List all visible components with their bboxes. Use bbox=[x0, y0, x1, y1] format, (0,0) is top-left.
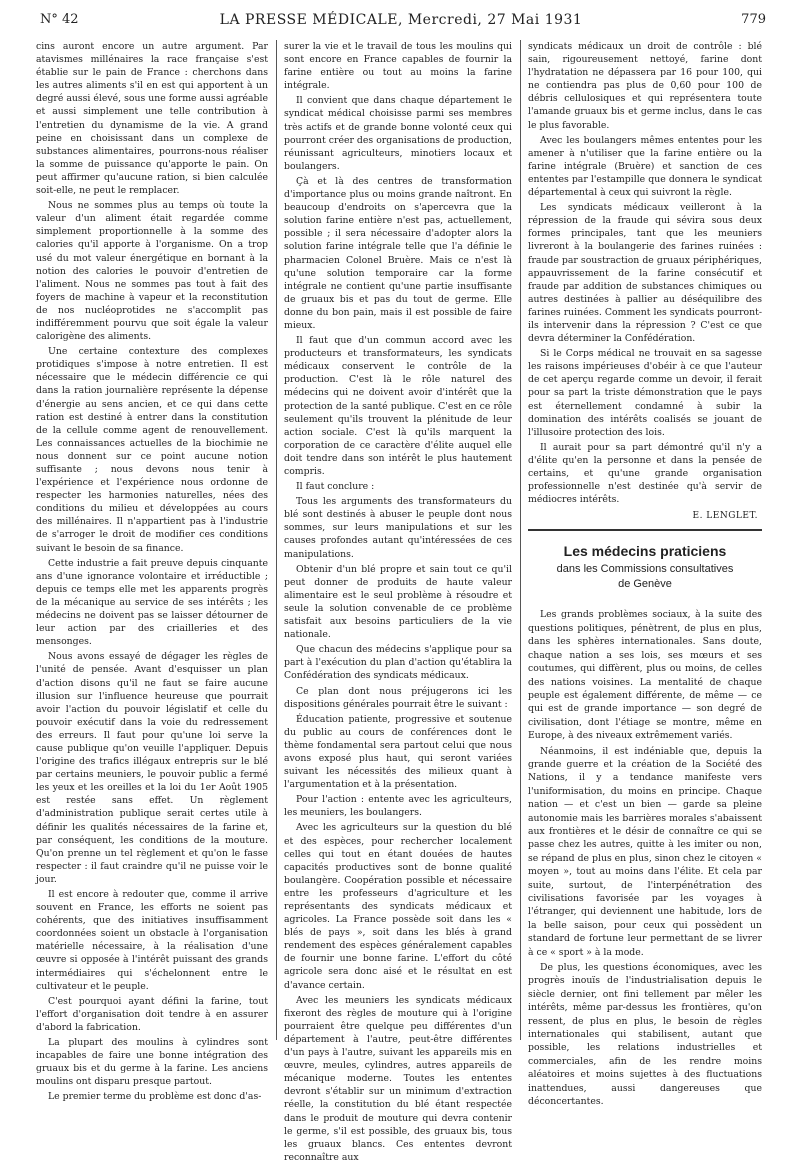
page-header bbox=[36, 12, 766, 34]
paragraph: Obtenir d'un blé propre et sain tout ce qu'il peut donner de produits de haute valeur alimentaire est le seul problème à résoudre et seule la solution convenable de ce problème satisfait aux besoins particuliers de la vie nationale. bbox=[284, 563, 512, 641]
paragraph: Il convient que dans chaque département le syndicat médical choisisse parmi ses membres très actifs et de grande bonne volonté ceux qui pourront créer des organisations de production, réunissant agriculteurs, minotiers locaux et boulangers. bbox=[284, 95, 512, 172]
author-signature: E. LENGLET. bbox=[692, 511, 758, 522]
paragraph: cins auront encore un autre argument. Par atavismes millénaires la race française s'est établie sur le pain de France : cherchons dans les autres aliments s'il en est qui apportent à un degré aussi élevé, sous une forme aussi agréable et aussi simplement une telle contribution à l'entretien du dynamisme de la vie. A grand peine en choisissant dans un complexe de substances alimentaires, pourrons-nous réaliser la somme de puissance qu'apporte le pain. On peut affirmer qu'aucune ration, si bien calculée soit-elle, ne peut le remplacer. bbox=[36, 41, 268, 197]
article-body bbox=[528, 608, 762, 1108]
column-divider bbox=[276, 40, 277, 1040]
paragraph: Le premier terme du problème est donc d'as- bbox=[48, 1091, 262, 1103]
paragraph: Il faut conclure : bbox=[296, 481, 375, 493]
paragraph: syndicats médicaux un droit de contrôle : blé sain, rigoureusement nettoyé, farine dont l'hydratation ne dépassera par 16 pour 100, qui ne contiendra pas plus de 0,60 pour 100 de débris cellulosiques et qui représentera toute l'amande gruaux bis et germe inclus, dans le cas le plus favorable. bbox=[528, 41, 762, 131]
paragraph: Çà et là des centres de transformation d'importance plus ou moins grande naîtront. En beaucoup d'endroits on s'apercevra que la solution farine entière n'est pas, actuellement, possible ; il sera nécessaire d'adopter alors la solution farine intégrale telle que l'a définie le pharmacien Colonel Bruère. Mais ce n'est là qu'une solution temporaire car la forme intégrale ne contient qu'une partie insuffisante de gruaux bis et pas du tout de germe. Elle donne du bon pain, mais il est possible de faire mieux. bbox=[284, 175, 512, 331]
paragraph: Avec les boulangers mêmes ententes pour les amener à n'utiliser que la farine entière ou la farine intégrale (Bruère) et sanction de ces ententes par l'estampille que donnera le syndicat départemental à ceux qui suivront la règle. bbox=[528, 134, 762, 199]
paragraph: Que chacun des médecins s'applique pour sa part à l'exécution du plan d'action qu'établira la Confédération des syndicats médicaux. bbox=[284, 644, 512, 682]
paragraph: Éducation patiente, progressive et soutenue du public au cours de conférences dont le thème fondamental sera partout celui que nous avons exposé plus haut, qui seront variées suivant les nécessités des milieux quant à l'argumentation et à la présentation. bbox=[284, 713, 512, 791]
paragraph: Nous ne sommes plus au temps où toute la valeur d'un aliment était regardée comme simplement proportionnelle à la somme des calories qu'il apporte à l'organisme. On a trop usé du mot valeur énergétique en bornant à la notion des calories le pouvoir d'entretien de l'aliment. Nous ne sommes pas tout à fait des foyers de machine à vapeur et la reconstitution de nos nucléoprotides ne s'accomplit pas indifféremment pourvu que soit égale la valeur calorigène des aliments. bbox=[36, 200, 268, 343]
page-number: 779 bbox=[741, 12, 766, 27]
paragraph: Il aurait pour sa part démontré qu'il n'y a d'élite qu'en la personne et dans la pensée de certains, et qu'une grande organisation professionnelle n'est destinée qu'à servir de médiocres intérêts. bbox=[528, 441, 762, 506]
paragraph: Les grands problèmes sociaux, à la suite des questions politiques, pénètrent, de plus en plus, dans les sphères internationales. Sans doute, chaque nation a ses lois, ses mœurs et ses coutumes, qui diffèrent, plus ou moins, de celles des nations voisines. La mentalité de chaque peuple est également différente, de même — ce qui est de grande importance — son degré de civilisation, dont l'étiage se montre, même en Europe, à des niveaux extrêmement variés. bbox=[528, 609, 762, 742]
paragraph: Néanmoins, il est indéniable que, depuis la grande guerre et la création de la Société des Nations, il y a tendance manifeste vers l'uniformisation, du moins en principe. Chaque nation — et c'est un bien — garde sa pleine autonomie mais les barrières morales s'abaissent aux frontières et le désir de connaître ce qui se passe chez les autres, quitte à les imiter ou non, se répand de plus en plus, sinon chez le citoyen « moyen », tout au moins dans l'élite. Et cela par suite, surtout, de l'interpénétration des civilisations favorisée par les voyages à l'étranger, qui deviennent une habitude, lors de la belle saison, pour ceux qui possèdent un standard de fortune leur permettant de se livrer à ce « sport » à la mode. bbox=[528, 745, 762, 958]
column-3 bbox=[528, 40, 762, 1111]
paragraph: Si le Corps médical ne trouvait en sa sagesse les raisons impérieuses d'obéir à ce que l'auteur de cet aperçu regarde comme un devoir, il ferait pour sa part la triste démonstration que le pays est éternellement condamné à subir la domination des intérêts coalisés se jouant de l'illusoire protection des lois. bbox=[528, 348, 762, 438]
section-divider bbox=[528, 529, 762, 531]
journal-title: LA PRESSE MÉDICALE, Mercredi, 27 Mai 1931 bbox=[219, 12, 583, 28]
column-1 bbox=[36, 40, 268, 1106]
paragraph: Il est encore à redouter que, comme il arrive souvent en France, les efforts ne soient pas cohérents, que des initiatives insuffisamment coordonnées soient un obstacle à l'organisation matérielle nécessaire, à la réalisation d'une œuvre si opposée à l'intérêt puissant des grands intermédiaires qui s'échelonnent entre le cultivateur et le peuple. bbox=[36, 889, 268, 992]
paragraph: La plupart des moulins à cylindres sont incapables de faire une bonne intégration des gruaux bis et du germe à la farine. Les anciens moulins ont disparu presque partout. bbox=[36, 1037, 268, 1088]
paragraph: De plus, les questions économiques, avec les progrès inouïs de l'industrialisation depuis le siècle dernier, ont fini tellement par mêler les intérêts, même par-dessus les frontières, qu'on ressent, de plus en plus, le besoin de règles internationales qui stabilisent, autant que possible, les relations industrielles et commerciales, afin de les rendre moins aléatoires et moins sujettes à des fluctuations inattendues, aussi dangereuses que déconcertantes. bbox=[528, 962, 762, 1108]
article-title: Les médecins praticiens bbox=[563, 543, 727, 560]
paragraph: Tous les arguments des transformateurs du blé sont destinés à abuser le peuple dont nous sommes, sur leurs manipulations et sur les causes profondes autant qu'intéressées de ces manipulations. bbox=[284, 496, 512, 560]
paragraph: surer la vie et le travail de tous les moulins qui sont encore en France capables de fournir la farine entière ou tout au moins la farine intégrale. bbox=[284, 41, 512, 92]
column-divider bbox=[520, 40, 521, 1040]
paragraph: Pour l'action : entente avec les agriculteurs, les meuniers, les boulangers. bbox=[284, 794, 512, 819]
article-subtitle bbox=[528, 562, 762, 592]
paragraph: Nous avons essayé de dégager les règles de l'unité de pensée. Avant d'esquisser un plan d'action disons qu'il ne faut se faire aucune illusion sur l'influence heureuse que pourrait avoir l'action du pouvoir législatif et celle du pouvoir exécutif dans la voie du redressement des erreurs. Il faut pour qu'une loi serve la cause publique qu'on veuille l'appliquer. Depuis l'origine des trafics illégaux entrepris sur le blé par certains meuniers, le pouvoir public a fermé les yeux et les oreilles et la loi du 1er Août 1905 est restée sans effet. Un règlement d'administration publique serait certes utile à définir les qualités nécessaires de la farine et, par conséquent, les conditions de la mouture. Qu'on prenne un tel règlement et qu'on le fasse respecter : il faut craindre qu'il ne puisse voir le jour. bbox=[36, 651, 268, 885]
paragraph: Une certaine contexture des complexes protidiques s'impose à notre entretien. Il est nécessaire que le médecin différencie ce qui dans la ration journalière représente la dépense d'énergie au sens ancien, et ce qui dans cette ration est destiné à entrer dans la constitution de la cellule comme agent de renouvellement. Les connaissances actuelles de la biochimie ne nous donnent sur ce point aucune notion suffisante ; nous devons nous tenir à l'expérience et l'expérience nous ordonne de respecter les harmonies naturelles, nées des conditions du milieu et développées au cours des millénaires. Il n'appartient pas à l'industrie de s'arroger le droit de modifier ces conditions suivant le besoin de sa finance. bbox=[36, 346, 268, 554]
paragraph: Avec les agriculteurs sur la question du blé et des espèces, pour rechercher localement celles qui tout en étant douées de hautes capacités productives sont de bonne qualité boulangère. Coopération possible et nécessaire entre les professeurs d'agriculture et les représentants des syndicats médicaux et agricoles. La France possède soit dans les « blés de pays », soit dans les blés à grand rendement des espèces généralement capables de fournir une bonne farine. L'effort du côté agricole sera donc aisé et le résultat en est d'avance certain. bbox=[284, 822, 512, 991]
paragraph: Il faut que d'un commun accord avec les producteurs et transformateurs, les syndicats médicaux conservent le contrôle de la production. C'est là le rôle naturel des médecins qui ne doivent avoir d'intérêt que la protection de la santé publique. C'est en ce rôle seulement qu'ils trouvent la plénitude de leur action sociale. C'est là qu'ils marquent la corporation de ce caractère d'élite auquel elle doit tendre dans son intérêt le plus hautement compris. bbox=[284, 335, 512, 477]
column-2 bbox=[284, 40, 512, 1166]
paragraph: Cette industrie a fait preuve depuis cinquante ans d'une ignorance volontaire et irréductible ; depuis ce temps elle met les apparents progrès de la mécanique au service de ses intérêts ; les médecins ne doivent pas se laisser détourner de leur action par des criailleries et des mensonges. bbox=[36, 557, 268, 648]
issue-number: N° 42 bbox=[40, 12, 79, 27]
subtitle-line: dans les Commissions consultatives bbox=[556, 563, 734, 576]
paragraph: C'est pourquoi ayant défini la farine, tout l'effort d'organisation doit tendre à en assurer d'abord la fabrication. bbox=[36, 995, 268, 1033]
paragraph: Ce plan dont nous préjugerons ici les dispositions générales pourrait être le suivant : bbox=[284, 685, 512, 710]
subtitle-line: de Genève bbox=[618, 578, 672, 591]
paragraph: Avec les meuniers les syndicats médicaux fixeront des règles de mouture qui à l'origine pourraient être quelque peu différentes d'un département à l'autre, peut-être différentes d'un pays à l'autre, suivant les appareils mis en œuvre, meules, cylindres, autres appareils de mécanique moderne. Toutes les ententes devront s'établir sur un minimum d'extraction réelle, la constitution du blé étant respectée dans le produit de mouture qui devra contenir le germe, s'il est possible, des gruaux bis, tous les gruaux blancs. Ces ententes devront reconnaître aux bbox=[284, 994, 512, 1163]
paragraph: Les syndicats médicaux veilleront à la répression de la fraude qui sévira sous deux formes principales, tant que les meuniers livreront à la boulangerie des farines ruinées : fraude par soustraction de gruaux périphériques, appauvrissement de la farine consécutif et fraude par addition de substances chimiques ou autres destinées à pallier au déséquilibre des farines ruinées. Comment les syndicats pourront-ils intervenir dans la répression ? C'est ce que devra déterminer la Confédération. bbox=[528, 202, 762, 345]
